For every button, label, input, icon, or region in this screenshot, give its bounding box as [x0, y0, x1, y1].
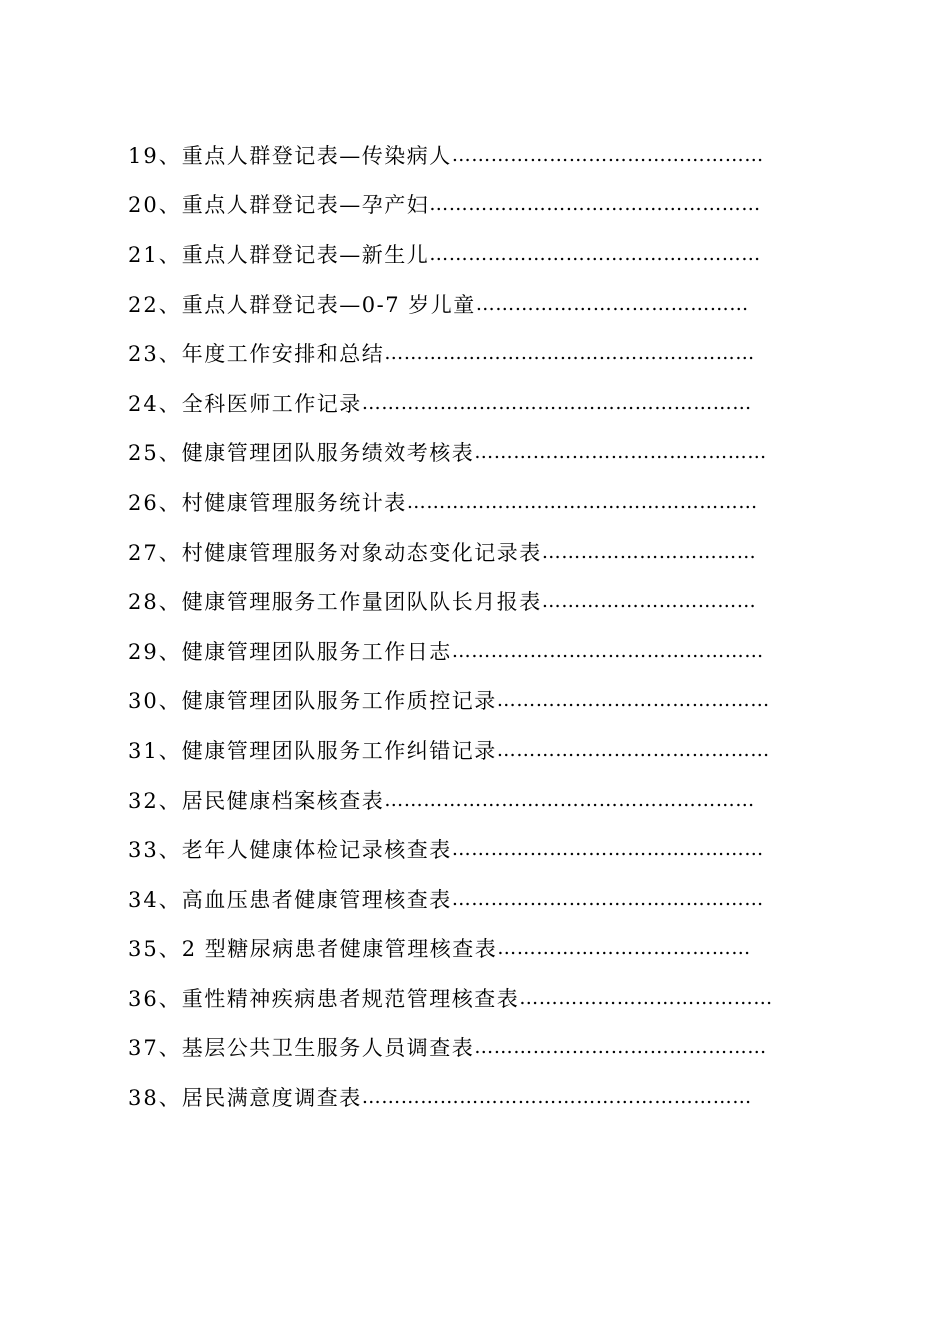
- dot-leader: …………………………………………: [451, 143, 764, 166]
- dot-leader: …………………………………………: [451, 887, 764, 910]
- entry-number: 38、: [128, 1086, 182, 1111]
- toc-entry-19: [128, 130, 790, 180]
- dot-leader: …………………………………………: [451, 639, 764, 662]
- toc-entry-31: [128, 725, 790, 775]
- toc-entry-25: [128, 428, 790, 478]
- entry-title: 重性精神疾病患者规范管理核查表: [181, 986, 520, 1011]
- entry-title: 重点人群登记表—孕产妇: [181, 193, 430, 218]
- toc-entry-32: [128, 775, 790, 825]
- entry-title: 村健康管理服务统计表: [181, 490, 407, 515]
- dot-leader: ………………………………………………: [406, 490, 758, 513]
- entry-title: 高血压患者健康管理核查表: [181, 887, 452, 912]
- toc-entry-29: [128, 626, 790, 676]
- dot-leader: ……………………………………………: [429, 193, 761, 216]
- entry-number: 31、: [128, 738, 182, 763]
- toc-entry-36: [128, 973, 790, 1023]
- dot-leader: …………………………………………: [451, 838, 764, 861]
- entry-title: 健康管理团队服务工作纠错记录: [181, 738, 497, 763]
- dot-leader: ……………………………………: [475, 292, 749, 315]
- entry-number: 20、: [128, 193, 182, 218]
- dot-leader: ……………………………………: [496, 689, 770, 712]
- toc-entry-34: [128, 874, 790, 924]
- toc-entry-21: [128, 229, 790, 279]
- entry-title: 健康管理团队服务绩效考核表: [181, 441, 475, 466]
- dot-leader: …………………………………: [497, 937, 751, 960]
- table-of-contents: [128, 130, 790, 1122]
- entry-number: 21、: [128, 242, 182, 267]
- toc-entry-30: [128, 676, 790, 726]
- dot-leader: ……………………………: [541, 540, 757, 563]
- entry-title: 2 型糖尿病患者健康管理核查表: [181, 937, 498, 962]
- entry-number: 30、: [128, 689, 182, 714]
- toc-entry-26: [128, 477, 790, 527]
- dot-leader: ……………………………………: [496, 738, 770, 761]
- entry-number: 24、: [128, 391, 182, 416]
- dot-leader: ……………………………: [541, 590, 757, 613]
- dot-leader: …………………………………………………: [384, 788, 755, 811]
- entry-title: 年度工作安排和总结: [181, 342, 385, 367]
- toc-entry-27: [128, 527, 790, 577]
- entry-title: 重点人群登记表—0-7 岁儿童: [181, 292, 476, 317]
- toc-entry-22: [128, 279, 790, 329]
- dot-leader: ………………………………………: [474, 1036, 767, 1059]
- toc-entry-28: [128, 576, 790, 626]
- entry-title: 健康管理服务工作量团队队长月报表: [181, 590, 542, 615]
- toc-entry-33: [128, 824, 790, 874]
- dot-leader: ……………………………………………………: [361, 391, 752, 414]
- dot-leader: ……………………………………………: [429, 242, 761, 265]
- entry-number: 37、: [128, 1036, 182, 1061]
- entry-title: 村健康管理服务对象动态变化记录表: [181, 540, 542, 565]
- dot-leader: …………………………………: [519, 986, 773, 1009]
- dot-leader: ……………………………………………………: [361, 1086, 752, 1109]
- dot-leader: ………………………………………: [474, 441, 767, 464]
- entry-title: 居民满意度调查表: [181, 1086, 362, 1111]
- entry-title: 重点人群登记表—新生儿: [181, 242, 430, 267]
- entry-number: 35、: [128, 937, 182, 962]
- entry-title: 居民健康档案核查表: [181, 788, 385, 813]
- toc-entry-23: [128, 328, 790, 378]
- entry-number: 36、: [128, 986, 182, 1011]
- entry-number: 32、: [128, 788, 182, 813]
- toc-entry-20: [128, 180, 790, 230]
- toc-entry-24: [128, 378, 790, 428]
- entry-number: 22、: [128, 292, 182, 317]
- entry-title: 老年人健康体检记录核查表: [181, 838, 452, 863]
- entry-number: 27、: [128, 540, 182, 565]
- entry-number: 34、: [128, 887, 182, 912]
- entry-number: 29、: [128, 639, 182, 664]
- entry-title: 全科医师工作记录: [181, 391, 362, 416]
- entry-number: 25、: [128, 441, 182, 466]
- entry-number: 26、: [128, 490, 182, 515]
- toc-entry-35: [128, 924, 790, 974]
- entry-title: 重点人群登记表—传染病人: [181, 143, 452, 168]
- entry-number: 33、: [128, 838, 182, 863]
- entry-title: 健康管理团队服务工作质控记录: [181, 689, 497, 714]
- toc-entry-37: [128, 1023, 790, 1073]
- entry-title: 基层公共卫生服务人员调查表: [181, 1036, 475, 1061]
- entry-title: 健康管理团队服务工作日志: [181, 639, 452, 664]
- entry-number: 23、: [128, 342, 182, 367]
- entry-number: 28、: [128, 590, 182, 615]
- toc-entry-38: [128, 1072, 790, 1122]
- dot-leader: …………………………………………………: [384, 342, 755, 365]
- entry-number: 19、: [128, 143, 182, 168]
